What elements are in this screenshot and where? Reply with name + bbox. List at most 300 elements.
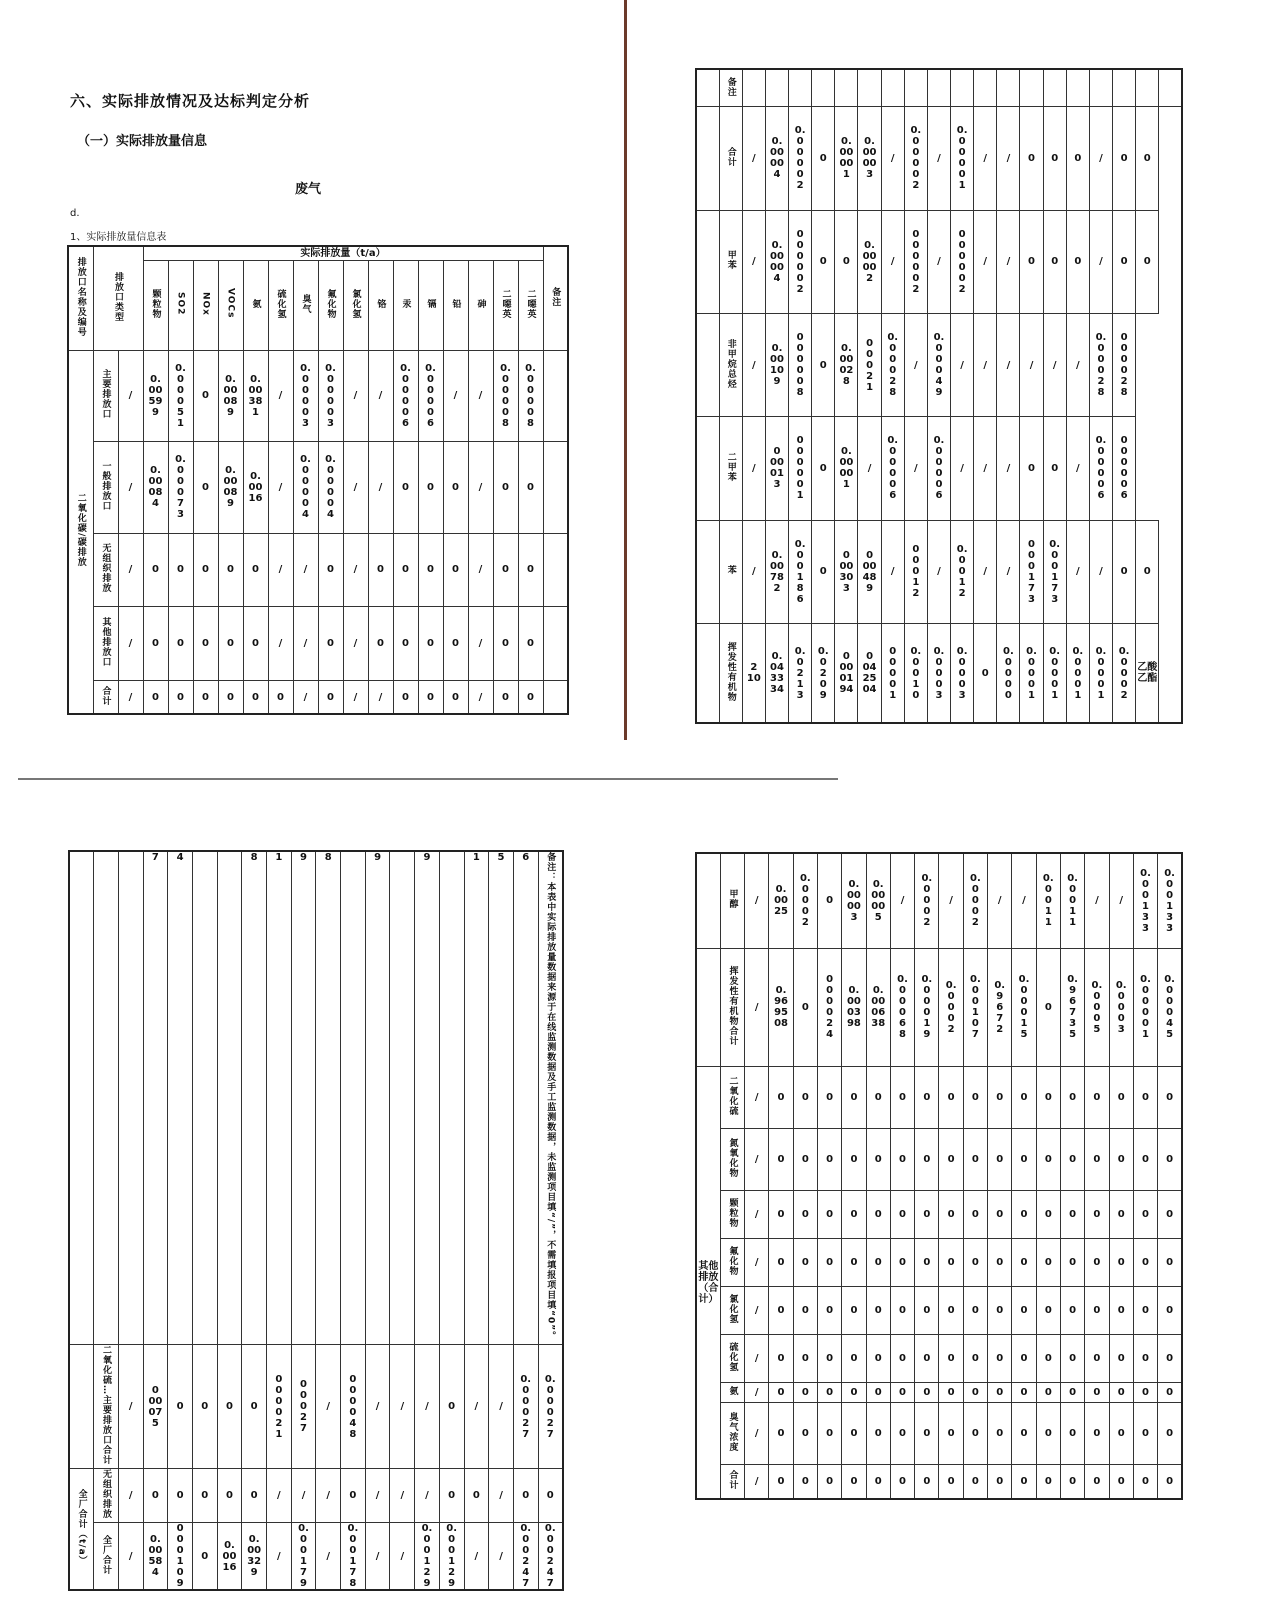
table-cell xyxy=(963,1383,987,1403)
table-cell-text: 0. 0 0 2 4 7 xyxy=(544,1523,556,1590)
table-cell-text: 0 xyxy=(1093,1154,1101,1166)
col-header-4-text: NOx xyxy=(200,291,211,316)
table-cell xyxy=(915,1335,939,1383)
table-cell xyxy=(218,681,243,715)
table-cell xyxy=(443,681,468,715)
row-label-text: 硫化氢 xyxy=(727,1342,738,1373)
table-cell-text: 0 xyxy=(202,481,209,493)
table-cell-text: 0 xyxy=(1142,1386,1149,1398)
table-cell xyxy=(168,442,193,534)
table-cell-text: 0. 0 0 1 0 xyxy=(910,645,922,701)
row-label-text: 氯化氢 xyxy=(727,1294,738,1325)
table-cell-text: 0 xyxy=(850,1475,858,1487)
row-label xyxy=(720,1287,744,1335)
table-cell-text: 0 xyxy=(1020,1305,1028,1317)
row-label xyxy=(94,1345,119,1469)
table-cell-text: 0. 00 06 38 xyxy=(871,985,886,1030)
table-cell-remark xyxy=(543,442,568,534)
table-cell xyxy=(1066,520,1089,623)
table-cell-text: 0 xyxy=(1044,1001,1052,1013)
table-cell-text: 0 0 0 0 0 6 xyxy=(1120,435,1128,502)
table-cell xyxy=(393,607,418,681)
table-cell-text: 0 00 01 94 xyxy=(839,651,854,695)
table-cell xyxy=(1060,1383,1084,1403)
col-header-11 xyxy=(368,260,393,350)
table-cell xyxy=(368,350,393,442)
table-cell-text: / xyxy=(949,895,953,907)
table-cell-text: 0. 00 00 1 xyxy=(839,136,854,181)
table-cell xyxy=(1020,210,1043,313)
table-cell xyxy=(881,107,904,210)
table-cell-text: 0 xyxy=(527,564,534,576)
table-row xyxy=(69,1523,563,1591)
table-cell xyxy=(242,1469,267,1523)
table-cell-text: 0 xyxy=(1117,1092,1125,1104)
table-cell-text: 0 xyxy=(1044,1427,1052,1439)
table-cell-text: / xyxy=(353,691,358,703)
table-cell-text: 0 xyxy=(801,1257,809,1269)
table-cell xyxy=(842,1287,866,1335)
table-cell xyxy=(1158,948,1182,1066)
table-cell xyxy=(1133,1239,1157,1287)
table-cell xyxy=(1158,1287,1182,1335)
table-cell xyxy=(493,442,518,534)
blank-cell xyxy=(696,417,719,520)
table-cell-text: / xyxy=(478,481,483,493)
col-header-2-text: 颗粒物 xyxy=(150,288,161,319)
page-4 xyxy=(695,852,1185,1504)
table-cell xyxy=(1158,1402,1182,1464)
table-cell-text: 0 xyxy=(826,1154,834,1166)
table-cell-text: 0 xyxy=(452,691,459,703)
table-cell-text: / xyxy=(499,1401,503,1413)
table-cell-text: 0 xyxy=(971,1475,979,1487)
table-cell xyxy=(1043,313,1066,416)
table-cell xyxy=(1043,69,1066,107)
table-cell xyxy=(218,442,243,534)
table-cell-text: 0 xyxy=(1093,1353,1101,1365)
table-row xyxy=(696,313,1182,416)
table-cell xyxy=(192,1345,217,1469)
table-cell-text: 0. 0 0 1 7 9 xyxy=(298,1523,309,1590)
table-cell xyxy=(1036,853,1060,948)
table-cell-text: / xyxy=(375,1550,380,1562)
col-header-9 xyxy=(318,260,343,350)
table-cell xyxy=(835,417,858,520)
table-cell-text: / xyxy=(278,564,283,576)
table-cell-text: 0 xyxy=(1166,1427,1174,1439)
table-cell xyxy=(1109,1067,1133,1129)
top-digit xyxy=(217,851,242,1345)
table-cell-text: / xyxy=(277,1490,281,1502)
table-cell-text: 0 xyxy=(826,1209,834,1221)
row-label xyxy=(93,350,118,442)
table-cell-text: / xyxy=(890,256,895,268)
table-cell-text: 0 xyxy=(923,1257,931,1269)
top-digit xyxy=(267,851,292,1345)
table-cell xyxy=(217,1345,242,1469)
table-cell-text: 0. 00 00 3 xyxy=(846,878,861,923)
table-cell-text: 0 xyxy=(842,256,850,268)
table-cell xyxy=(493,607,518,681)
table-cell xyxy=(1089,69,1112,107)
table-cell xyxy=(1060,1067,1084,1129)
table-cell xyxy=(268,442,293,534)
table-cell xyxy=(1113,210,1136,313)
table-cell xyxy=(1012,1287,1036,1335)
table-cell-text: 0 xyxy=(1166,1353,1174,1365)
table-cell-text: / xyxy=(400,1401,405,1413)
table-cell xyxy=(1036,1067,1060,1129)
table-cell-text: 0 xyxy=(202,638,209,650)
table-cell xyxy=(1066,210,1089,313)
table-cell xyxy=(518,533,543,607)
table-cell xyxy=(812,520,835,623)
page-1 xyxy=(55,60,575,730)
row-label-text: 二氧化硫…主要排放口合计 xyxy=(101,1345,112,1466)
table-cell-text: 0. 0 0 1 0 7 xyxy=(970,974,981,1041)
table-cell xyxy=(835,313,858,416)
table-cell-text: / xyxy=(353,638,358,650)
table-cell xyxy=(890,1402,914,1464)
row-label-text: 备注 xyxy=(725,76,736,97)
table-cell xyxy=(988,948,1012,1066)
table-cell-text: 0. 0 0 0 2 xyxy=(970,873,981,929)
table-cell xyxy=(118,533,143,607)
table-cell-text: 0 xyxy=(899,1475,906,1487)
table-cell-text: 乙酸乙酯 xyxy=(1137,662,1158,684)
table-cell-text: 0 xyxy=(826,1305,834,1317)
table-row xyxy=(68,442,568,534)
row-label xyxy=(94,1469,119,1523)
emission-table-2 xyxy=(695,68,1183,724)
table-cell-text: 0 xyxy=(448,1401,456,1413)
table-cell xyxy=(997,520,1020,623)
table-cell-text: 0. 96 95 08 xyxy=(774,985,788,1030)
table-cell-text: 0 xyxy=(899,1209,906,1221)
table-cell xyxy=(742,210,765,313)
table-cell-text: 0 xyxy=(971,1092,979,1104)
table-cell xyxy=(769,1335,793,1383)
table-cell-text: 0. 0 0 0 0 4 xyxy=(300,454,311,521)
table-cell xyxy=(890,853,914,948)
table-cell-text: 0 xyxy=(1120,256,1128,268)
table-cell xyxy=(963,1191,987,1239)
table-cell xyxy=(318,442,343,534)
table-cell xyxy=(293,350,318,442)
table-cell xyxy=(267,1523,292,1591)
table-cell xyxy=(464,1345,489,1469)
table-cell xyxy=(1012,1239,1036,1287)
table-cell-text: / xyxy=(1006,359,1011,371)
table-cell xyxy=(835,69,858,107)
table-cell xyxy=(218,607,243,681)
col-header-16 xyxy=(493,260,518,350)
table-cell xyxy=(468,350,493,442)
table-cell-text: 0 xyxy=(1020,1257,1028,1269)
table-cell-text: / xyxy=(301,1490,306,1502)
table-cell-text: 0 xyxy=(826,1257,834,1269)
table-cell-text: / xyxy=(478,390,483,402)
table-cell xyxy=(343,350,368,442)
table-cell xyxy=(866,853,890,948)
table-cell-text: 0 xyxy=(923,1427,931,1439)
table-cell xyxy=(812,624,835,724)
table-cell-text: 0 xyxy=(452,638,459,650)
table-cell-text: 0 xyxy=(850,1427,858,1439)
col-header-outlet-type-text: 排放口类型 xyxy=(113,271,123,322)
table-cell xyxy=(817,948,841,1066)
table-row xyxy=(696,948,1182,1066)
table-cell-text: 0 xyxy=(1166,1092,1174,1104)
row-label-text: 无组织排放 xyxy=(101,1469,112,1520)
table-row xyxy=(696,69,1182,107)
table-cell xyxy=(927,210,950,313)
table-cell-text: 0 xyxy=(1069,1475,1077,1487)
top-digit xyxy=(242,851,267,1345)
table-cell xyxy=(1020,417,1043,520)
table-cell-text: 0. 0 0 1 1 xyxy=(1042,873,1054,929)
table-cell-text: 0 xyxy=(527,481,534,493)
table-cell xyxy=(793,1191,817,1239)
row-label-text: 全厂合计 xyxy=(101,1534,112,1575)
table-cell xyxy=(1036,1191,1060,1239)
table-cell-text: 0 xyxy=(1074,256,1082,268)
table-cell-text: 0. 0 0 0 2 xyxy=(945,979,957,1035)
table-cell xyxy=(143,1523,168,1591)
table-cell xyxy=(293,681,318,715)
table-cell-text: 0 xyxy=(899,1386,906,1398)
col-header-extra xyxy=(518,260,543,350)
table-cell-text: 0 xyxy=(777,1475,785,1487)
table-cell xyxy=(143,442,168,534)
table-cell-text: 0. 0 0 0 2 xyxy=(799,873,811,929)
table-cell xyxy=(745,948,769,1066)
table-cell-text: 0. 0 0 0 1 5 xyxy=(1018,974,1030,1041)
table-cell xyxy=(793,1129,817,1191)
top-digit-text: 8 xyxy=(250,852,258,863)
table-cell-text: / xyxy=(1006,566,1011,578)
table-cell-text: 0 xyxy=(777,1305,785,1317)
table-cell xyxy=(1020,520,1043,623)
table-cell-text: / xyxy=(1075,566,1080,578)
table-cell-text: 0. 00 00 4 xyxy=(770,239,784,284)
table-cell-text: 0 xyxy=(777,1154,785,1166)
table-cell-text: 0 xyxy=(826,1475,834,1487)
table-cell xyxy=(951,624,974,724)
table-cell xyxy=(341,1523,366,1591)
table-cell-text: 0 xyxy=(819,152,827,164)
table-cell-text: / xyxy=(128,1401,133,1413)
table-cell xyxy=(890,1335,914,1383)
table-cell-text: 0 xyxy=(947,1475,955,1487)
table-cell-text: 0. 0 0 0 1 xyxy=(1049,645,1061,701)
table-cell-text: 0. 00 08 4 xyxy=(148,465,163,510)
table-cell xyxy=(291,1345,316,1469)
table-cell-text: 0. 0 0 0 0 1 xyxy=(956,125,968,192)
table-cell-text: 0 xyxy=(427,691,434,703)
table-cell-text: 0. 00 00 1 xyxy=(839,446,854,491)
table-cell xyxy=(789,107,812,210)
table-cell xyxy=(765,210,788,313)
table-row xyxy=(696,1464,1182,1499)
table-cell xyxy=(368,533,393,607)
table-cell xyxy=(1136,624,1159,724)
top-digit xyxy=(94,851,119,1345)
col-header-4 xyxy=(193,260,218,350)
table-cell xyxy=(769,1191,793,1239)
table-cell xyxy=(939,1383,963,1403)
table-cell xyxy=(745,1287,769,1335)
table-cell-text: / xyxy=(128,638,133,650)
table-cell-text: 0 0 0 0 2 1 xyxy=(275,1373,283,1440)
table-cell xyxy=(927,313,950,416)
table-cell xyxy=(927,107,950,210)
row-label-text: 臭气浓度 xyxy=(727,1411,738,1452)
table-cell-text: 0 xyxy=(277,691,284,703)
table-cell-text: / xyxy=(1006,462,1011,474)
table-cell-text: 0 xyxy=(1117,1154,1125,1166)
table-cell xyxy=(1109,1129,1133,1191)
table-cell xyxy=(390,1469,415,1523)
section-subheading: （一）实际排放量信息 xyxy=(77,134,208,149)
table-cell xyxy=(1085,1464,1109,1499)
table-cell xyxy=(341,1345,366,1469)
col-header-14-text: 铅 xyxy=(450,298,461,309)
table-cell-text: 0 xyxy=(996,1209,1004,1221)
table-cell xyxy=(118,1523,143,1591)
table-cell-text: 0 xyxy=(402,638,409,650)
table-cell-text: 0 xyxy=(923,1209,931,1221)
table-cell xyxy=(1113,107,1136,210)
table-cell-text: / xyxy=(400,1550,405,1562)
row-label-text: 甲醇 xyxy=(727,889,738,910)
table-cell xyxy=(915,853,939,948)
table-cell-text: / xyxy=(754,1305,759,1317)
blank-cell xyxy=(696,520,719,623)
table-cell xyxy=(974,210,997,313)
table-cell-text: 0 xyxy=(202,564,209,576)
table-cell xyxy=(1085,1191,1109,1239)
table-cell-text: 0 0 0 0 0 8 xyxy=(796,332,804,399)
row-label-text: 二甲苯 xyxy=(725,451,736,482)
table-cell-text: 0. 0 0 0 0 1 xyxy=(1140,974,1151,1041)
table-cell-text: / xyxy=(754,1209,759,1221)
table-cell-text: 0 xyxy=(1093,1386,1101,1398)
table-row xyxy=(68,350,568,442)
table-cell xyxy=(974,520,997,623)
row-label xyxy=(720,1383,744,1403)
table-cell-text: 0 xyxy=(1020,1353,1028,1365)
table-cell xyxy=(1085,1239,1109,1287)
table-cell xyxy=(468,607,493,681)
table-cell-text: 0 xyxy=(1020,1154,1028,1166)
col-header-10-text: 氯化氢 xyxy=(350,288,361,319)
table-cell xyxy=(468,442,493,534)
table-cell-text: 0. 0 0 0 0 6 xyxy=(933,435,945,502)
table-cell xyxy=(842,1067,866,1129)
group-label-text: 二氧化碳/碳排放 xyxy=(75,493,86,568)
page-3 xyxy=(68,850,568,1590)
table-cell xyxy=(1089,520,1112,623)
row-label xyxy=(719,624,742,724)
top-digit xyxy=(439,851,464,1345)
table-cell xyxy=(866,1239,890,1287)
col-header-outlet-name-cell xyxy=(68,246,93,350)
table-cell xyxy=(1012,1067,1036,1129)
table-cell-text: 0 xyxy=(947,1092,955,1104)
blank-cell xyxy=(696,313,719,416)
table-cell xyxy=(904,210,927,313)
table-cell-text: / xyxy=(983,152,988,164)
table-cell xyxy=(817,1335,841,1383)
table-cell-text: 0. 0 0 0 0 3 xyxy=(325,362,336,429)
table-cell-text: 0 xyxy=(225,1490,233,1502)
top-digit xyxy=(118,851,143,1345)
table-cell xyxy=(745,1129,769,1191)
table-cell-text: / xyxy=(128,390,133,402)
blank-cell xyxy=(696,210,719,313)
table-cell xyxy=(368,607,393,681)
table-cell xyxy=(881,210,904,313)
table-cell xyxy=(915,1287,939,1335)
col-header-extra-text: 二噁英 xyxy=(525,288,536,319)
row-label-text: 甲苯 xyxy=(725,250,736,271)
table-cell xyxy=(742,624,765,724)
table-cell xyxy=(1012,1464,1036,1499)
table-cell-text: / xyxy=(1022,895,1026,907)
row-label-text: 合计 xyxy=(727,1469,738,1490)
table-cell xyxy=(927,520,950,623)
table-cell xyxy=(904,107,927,210)
table-cell xyxy=(513,1523,538,1591)
top-digit xyxy=(489,851,514,1345)
table-cell xyxy=(538,1523,563,1591)
table-cell xyxy=(858,313,881,416)
row-label xyxy=(94,1523,119,1591)
table-cell-text: 0. 00 78 2 xyxy=(770,549,784,594)
table-cell xyxy=(997,210,1020,313)
table-cell-text: / xyxy=(375,1490,380,1502)
table-cell-text: 0 xyxy=(177,691,184,703)
table-cell xyxy=(493,681,518,715)
table-cell xyxy=(881,417,904,520)
table-cell xyxy=(963,1464,987,1499)
table-cell xyxy=(742,313,765,416)
table-cell xyxy=(318,681,343,715)
table-cell xyxy=(793,1239,817,1287)
table-cell-text: 0. 00 16 xyxy=(222,1539,237,1573)
table-cell xyxy=(168,1345,193,1469)
table-cell-text: / xyxy=(960,462,964,474)
table-cell-text: 0 xyxy=(1093,1427,1101,1439)
table-cell xyxy=(192,1469,217,1523)
table-cell-text: 0 xyxy=(1093,1305,1101,1317)
table-cell-text: 0. 00 32 9 xyxy=(247,1534,262,1579)
table-cell xyxy=(538,1345,563,1469)
table-cell xyxy=(538,1469,563,1523)
table-cell-text: 0 xyxy=(874,1092,882,1104)
table-cell-text: / xyxy=(378,390,383,402)
top-digit xyxy=(192,851,217,1345)
table-cell-text: 0. 00 16 xyxy=(248,470,263,504)
row-label xyxy=(719,107,742,210)
table-cell-text: 0 xyxy=(801,1209,809,1221)
table-cell xyxy=(291,1523,316,1591)
table-cell xyxy=(835,624,858,724)
table-cell xyxy=(118,1469,143,1523)
table-cell xyxy=(168,533,193,607)
